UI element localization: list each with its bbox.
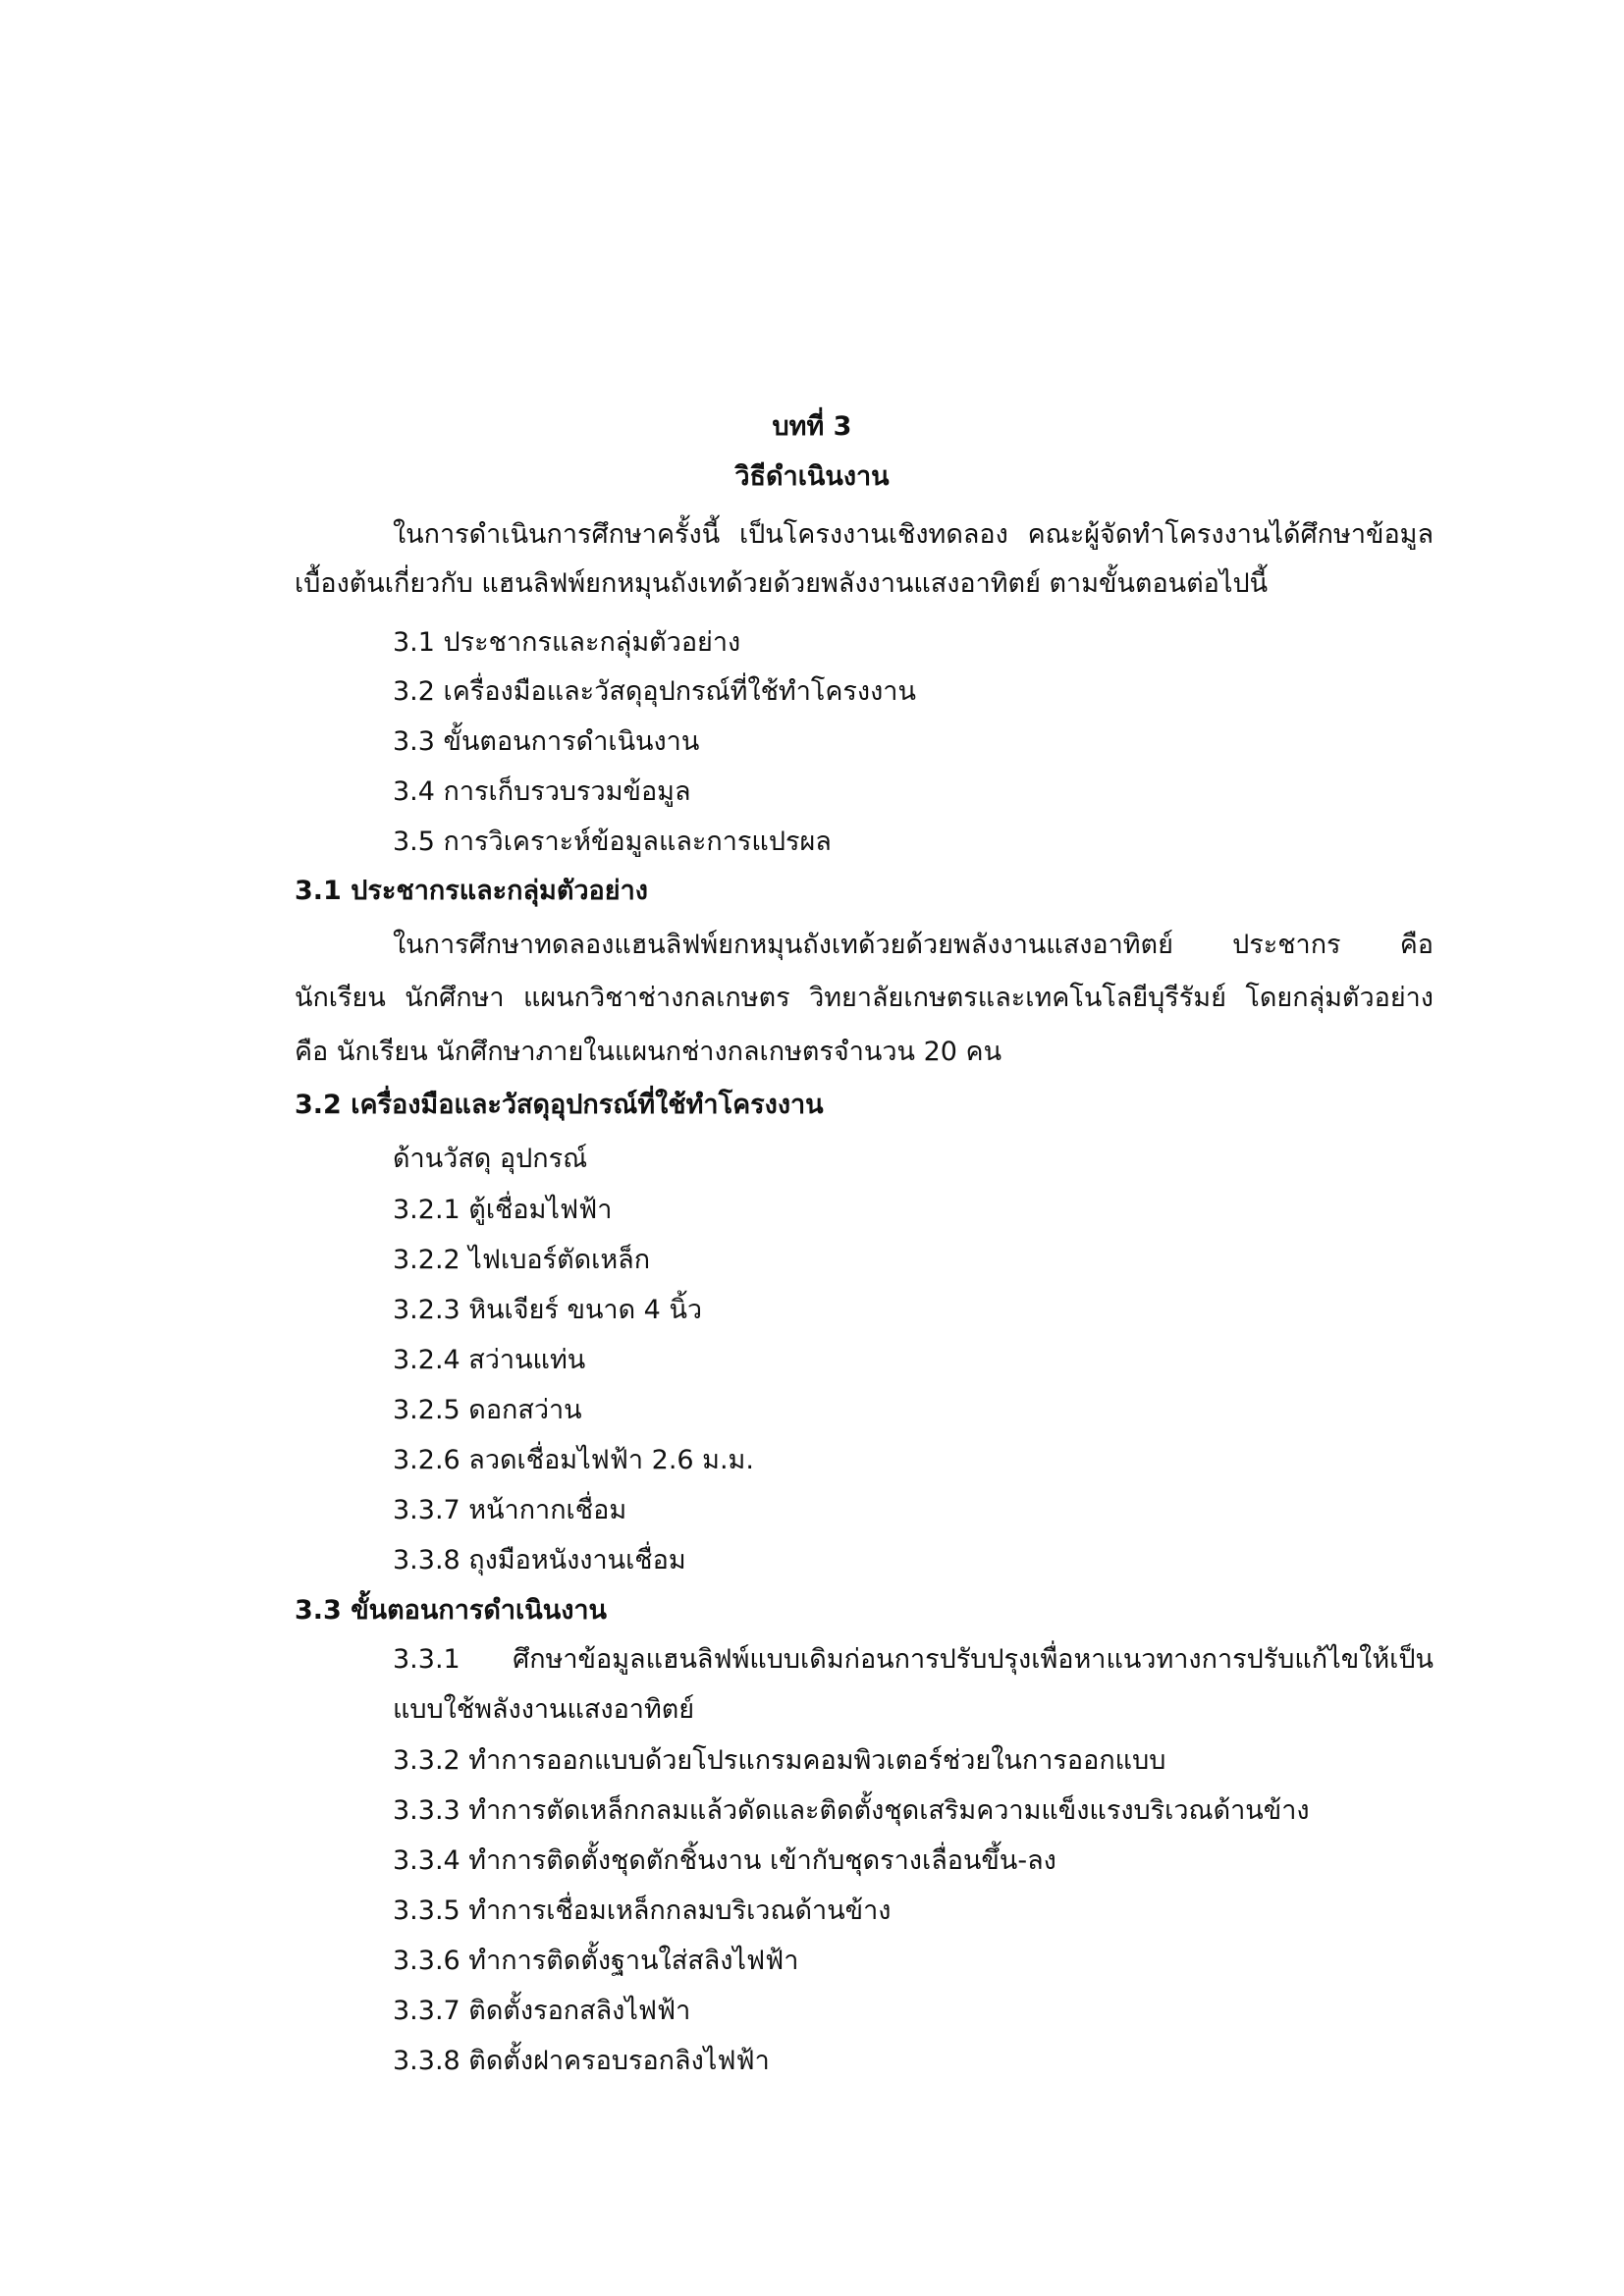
- section-heading-3-1: 3.1 ประชากรและกลุ่มตัวอย่าง: [295, 876, 648, 906]
- outline-item: 3.2 เครื่องมือและวัสดุอุปกรณ์ที่ใช้ทำโครงงาน: [393, 676, 916, 707]
- section-2-item: 3.2.3 หินเจียร์ ขนาด 4 นิ้ว: [393, 1295, 703, 1325]
- section-2-item: 3.2.5 ดอกสว่าน: [393, 1395, 582, 1425]
- section-3-item: 3.3.8 ติดตั้งฝาครอบรอกลิงไฟฟ้า: [393, 2046, 770, 2076]
- outline-item: 3.4 การเก็บรวบรวมข้อมูล: [393, 776, 691, 807]
- section-2-item: 3.3.7 หน้ากากเชื่อม: [393, 1495, 627, 1525]
- outline-item: 3.3 ขั้นตอนการดำเนินงาน: [393, 726, 700, 757]
- section-3-item: 3.3.2 ทำการออกแบบด้วยโปรแกรมคอมพิวเตอร์ช่วยในการออกแบบ: [393, 1745, 1166, 1776]
- intro-line-1: ในการดำเนินการศึกษาครั้งนี้ เป็นโครงงานเชิงทดลอง คณะผู้จัดทำโครงงานได้ศึกษาข้อมูล: [393, 519, 1434, 550]
- section-2-subheading: ด้านวัสดุ อุปกรณ์: [393, 1144, 588, 1174]
- outline-item: 3.1 ประชากรและกลุ่มตัวอย่าง: [393, 627, 741, 658]
- section-heading-3-2: 3.2 เครื่องมือและวัสดุอุปกรณ์ที่ใช้ทำโครงงาน: [295, 1090, 824, 1120]
- section-2-item: 3.3.8 ถุงมือหนังงานเชื่อม: [393, 1545, 686, 1575]
- chapter-number: บทที่ 3: [772, 411, 852, 442]
- section-3-item: 3.3.7 ติดตั้งรอกสลิงไฟฟ้า: [393, 1996, 691, 2026]
- section-2-item: 3.2.4 สว่านแท่น: [393, 1345, 586, 1375]
- section-3-item: 3.3.5 ทำการเชื่อมเหล็กกลมบริเวณด้านข้าง: [393, 1896, 892, 1926]
- section-1-line: ในการศึกษาทดลองแฮนลิฟพ์ยกหมุนถังเทด้วยด้วยพลังงานแสงอาทิตย์ ประชากร คือ: [393, 930, 1434, 960]
- intro-line-2: เบื้องต้นเกี่ยวกับ แฮนลิฟพ์ยกหมุนถังเทด้วยด้วยพลังงานแสงอาทิตย์ ตามขั้นตอนต่อไปนี้: [295, 568, 1269, 599]
- section-3-item-continued: แบบใช้พลังงานแสงอาทิตย์: [393, 1694, 695, 1725]
- section-1-line: คือ นักเรียน นักศึกษาภายในแผนกช่างกลเกษตรจำนวน 20 คน: [295, 1037, 1002, 1067]
- section-3-item: 3.3.4 ทำการติดตั้งชุดตักชิ้นงาน เข้ากับชุดรางเลื่อนขึ้น-ลง: [393, 1845, 1056, 1876]
- section-3-item: 3.3.6 ทำการติดตั้งฐานใส่สลิงไฟฟ้า: [393, 1946, 799, 1976]
- section-3-item: 3.3.3 ทำการตัดเหล็กกลมแล้วดัดและติดตั้งชุดเสริมความแข็งแรงบริเวณด้านข้าง: [393, 1795, 1310, 1826]
- section-heading-3-3: 3.3 ขั้นตอนการดำเนินงาน: [295, 1595, 608, 1626]
- section-2-item: 3.2.6 ลวดเชื่อมไฟฟ้า 2.6 ม.ม.: [393, 1445, 754, 1475]
- section-2-item: 3.2.2 ไฟเบอร์ตัดเหล็ก: [393, 1245, 651, 1275]
- section-3-item: 3.3.1 ศึกษาข้อมูลแฮนลิฟพ์แบบเดิมก่อนการปรับปรุงเพื่อหาแนวทางการปรับแก้ไขให้เป็น: [393, 1644, 1434, 1675]
- section-1-line: นักเรียน นักศึกษา แผนกวิชาช่างกลเกษตร วิทยาลัยเกษตรและเทคโนโลยีบุรีรัมย์ โดยกลุ่มตัวอย่าง: [295, 983, 1434, 1013]
- chapter-title: วิธีดำเนินงาน: [734, 461, 890, 492]
- outline-item: 3.5 การวิเคราะห์ข้อมูลและการแปรผล: [393, 827, 832, 857]
- section-2-item: 3.2.1 ตู้เชื่อมไฟฟ้า: [393, 1195, 613, 1225]
